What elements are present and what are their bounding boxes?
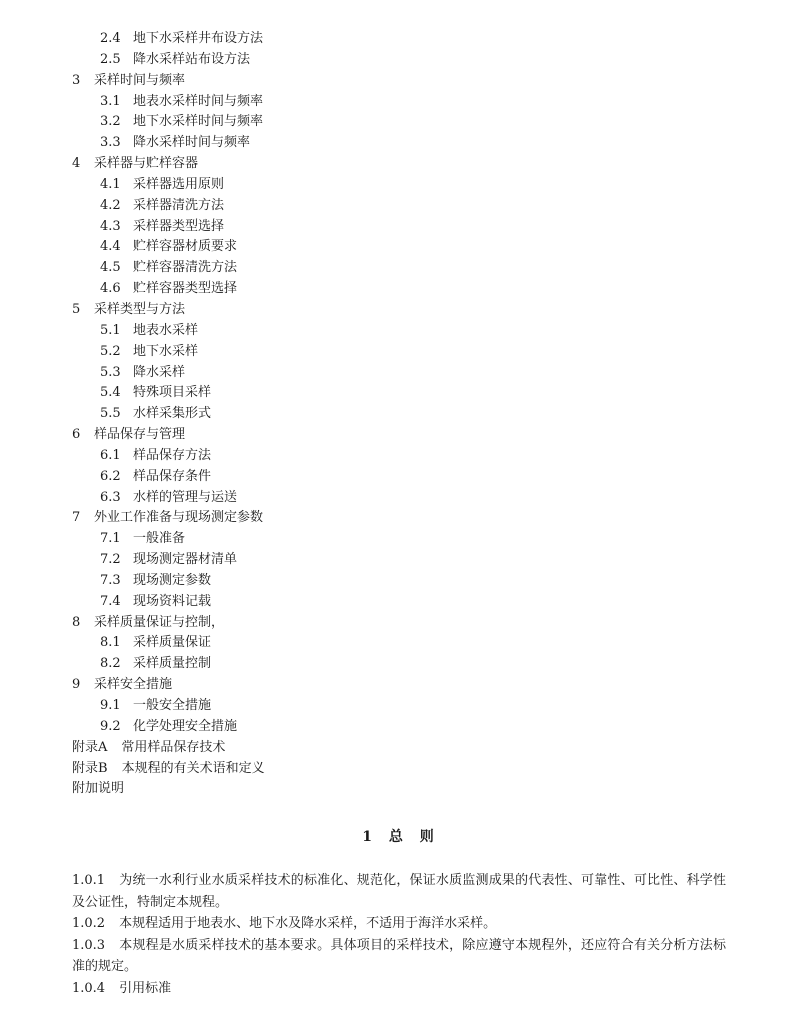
toc-item-number: 6.2 [100, 468, 121, 484]
toc-item-title: 样品保存条件 [133, 468, 212, 484]
toc-item-title: 一般准备 [133, 531, 186, 547]
toc-item-number: 6.1 [100, 447, 121, 463]
toc-item-number: 4.2 [100, 197, 121, 213]
toc-item-number: 5.4 [100, 385, 121, 401]
toc-item-title: 地下水采样 [133, 343, 199, 359]
toc-item-number: 9 [72, 677, 81, 693]
toc-item-title: 地表水采样 [133, 322, 199, 338]
toc-item [0, 112, 794, 133]
toc-item-number: 7.1 [100, 531, 121, 547]
toc-item-title: 样品保存与管理 [94, 427, 186, 443]
toc-item-number: 4.3 [100, 218, 121, 234]
toc-item-title: 采样器选用原则 [133, 176, 225, 192]
toc-item-title: 地下水采样井布设方法 [133, 31, 264, 46]
toc-item-title: 水样采集形式 [133, 406, 212, 422]
toc-item-number: 4.5 [100, 260, 121, 276]
toc-item-title: 地下水采样时间与频率 [133, 114, 264, 130]
toc-item-number: 5.5 [100, 406, 121, 422]
toc-item [0, 300, 794, 321]
toc-item-title: 特殊项目采样 [133, 385, 212, 401]
toc-item-title: 样品保存方法 [133, 447, 212, 463]
toc-item-title: 降水采样站布设方法 [133, 51, 251, 67]
clause-number: 1.0.2 [72, 916, 106, 931]
toc-item-number: 8.1 [100, 635, 121, 651]
toc-item-title: 本规程的有关术语和定义 [121, 760, 265, 776]
toc-item-number: 4.6 [100, 281, 121, 297]
toc-item-title: 水样的管理与运送 [133, 489, 238, 505]
toc-item-number: 3.3 [100, 135, 121, 151]
toc-item [0, 196, 794, 217]
toc-item [0, 258, 794, 279]
toc-item [0, 592, 794, 613]
toc-item [0, 175, 794, 196]
toc-item [0, 321, 794, 342]
toc-item [0, 779, 794, 800]
toc-item [0, 92, 794, 113]
toc-item-title: 地表水采样时间与频率 [133, 93, 264, 109]
toc-item-title: 附加说明 [72, 781, 125, 797]
toc-item [0, 508, 794, 529]
toc-item [0, 71, 794, 92]
toc-item [0, 613, 794, 634]
toc-item [0, 633, 794, 654]
toc-item-number: 9.1 [100, 698, 121, 713]
clause-text: 为统一水利行业水质采样技术的标准化、规范化，保证水质监测成果的代表性、可靠性、可比性、科学性及公证性，特制定本规程。 [72, 873, 726, 910]
toc-item-title: 贮样容器清洗方法 [133, 260, 238, 276]
toc-item [0, 717, 794, 738]
toc-item [0, 550, 794, 571]
clause-number: 1.0.3 [72, 937, 106, 953]
table-of-contents [0, 29, 794, 800]
clause-paragraph [72, 913, 726, 935]
section-body [72, 870, 726, 999]
toc-item-number: 7.4 [100, 593, 121, 609]
toc-item-title: 现场测定参数 [133, 572, 212, 588]
toc-item-number: 2.5 [100, 51, 121, 67]
toc-item-title: 外业工作准备与现场测定参数 [94, 510, 264, 526]
toc-item-number: 9.2 [100, 718, 121, 734]
toc-item-title: 贮样容器类型选择 [133, 281, 238, 297]
toc-item-number: 2.4 [100, 31, 121, 46]
toc-item-title: 采样器与贮样容器 [94, 156, 199, 172]
toc-item [0, 279, 794, 300]
clause-paragraph [72, 870, 726, 913]
toc-item-title: 采样器类型选择 [133, 218, 225, 234]
toc-item [0, 154, 794, 175]
toc-item [0, 237, 794, 258]
toc-item-title: 采样时间与频率 [94, 72, 186, 88]
toc-item-number: 4 [72, 156, 81, 172]
toc-item [0, 738, 794, 759]
toc-item-number: 6.3 [100, 489, 121, 505]
toc-item [0, 654, 794, 675]
toc-item-title: 采样质量保证 [133, 635, 212, 651]
toc-item [0, 342, 794, 363]
toc-item-number: 8.2 [100, 656, 121, 672]
toc-item-title: 采样类型与方法 [94, 301, 186, 317]
toc-item-title: 贮样容器材质要求 [133, 239, 238, 255]
toc-item [0, 529, 794, 550]
toc-item-number: 5.1 [100, 322, 121, 338]
toc-item [0, 217, 794, 238]
toc-item-number: 附录A [72, 739, 108, 755]
toc-item-title: 采样安全措施 [94, 677, 173, 693]
toc-item-number: 5 [72, 301, 81, 317]
toc-item-number: 7.3 [100, 572, 121, 588]
toc-item-number: 5.2 [100, 343, 121, 359]
toc-item-title: 常用样品保存技术 [121, 739, 226, 755]
toc-item-title: 化学处理安全措施 [133, 718, 238, 734]
toc-item-number: 4.1 [100, 176, 121, 192]
toc-item-title: 采样质量控制 [133, 656, 212, 672]
toc-item [0, 363, 794, 384]
toc-item-title: 现场资料记载 [133, 593, 212, 609]
section-title: 1 总 则 [362, 829, 440, 845]
toc-item-title: 一般安全措施 [133, 698, 212, 713]
toc-item-number: 3.1 [100, 93, 121, 109]
toc-item [0, 29, 794, 50]
toc-item-number: 3 [72, 72, 81, 88]
toc-item-number: 6 [72, 427, 81, 443]
toc-item-number: 7 [72, 510, 81, 526]
toc-item [0, 696, 794, 717]
clause-paragraph [72, 978, 726, 1000]
toc-item [0, 404, 794, 425]
toc-item-number: 4.4 [100, 239, 121, 255]
toc-item [0, 675, 794, 696]
clause-number: 1.0.1 [72, 873, 106, 888]
toc-item-number: 5.3 [100, 364, 121, 380]
toc-item-title: 采样器清洗方法 [133, 197, 225, 213]
toc-item [0, 467, 794, 488]
clause-text: 本规程适用于地表水、地下水及降水采样，不适用于海洋水采样。 [119, 916, 497, 931]
clause-text: 本规程是水质采样技术的基本要求。具体项目的采样技术，除应遵守本规程外，还应符合有关分析方法标准的规定。 [72, 937, 726, 974]
toc-item-number: 附录B [72, 760, 108, 776]
toc-item-title: 降水采样时间与频率 [133, 135, 251, 151]
toc-item-title: 降水采样 [133, 364, 186, 380]
toc-item-title: 现场测定器材清单 [133, 552, 238, 568]
toc-item-number: 7.2 [100, 552, 121, 568]
clause-paragraph [72, 935, 726, 978]
clause-text: 引用标准 [119, 980, 172, 996]
toc-item [0, 425, 794, 446]
toc-item [0, 488, 794, 509]
toc-item [0, 571, 794, 592]
toc-item [0, 133, 794, 154]
toc-item [0, 446, 794, 467]
toc-item [0, 383, 794, 404]
toc-item [0, 50, 794, 71]
toc-item-title: 采样质量保证与控制， [94, 614, 225, 630]
toc-item-number: 8 [72, 614, 81, 630]
toc-item [0, 759, 794, 780]
toc-item-number: 3.2 [100, 114, 121, 130]
clause-number: 1.0.4 [72, 980, 106, 996]
